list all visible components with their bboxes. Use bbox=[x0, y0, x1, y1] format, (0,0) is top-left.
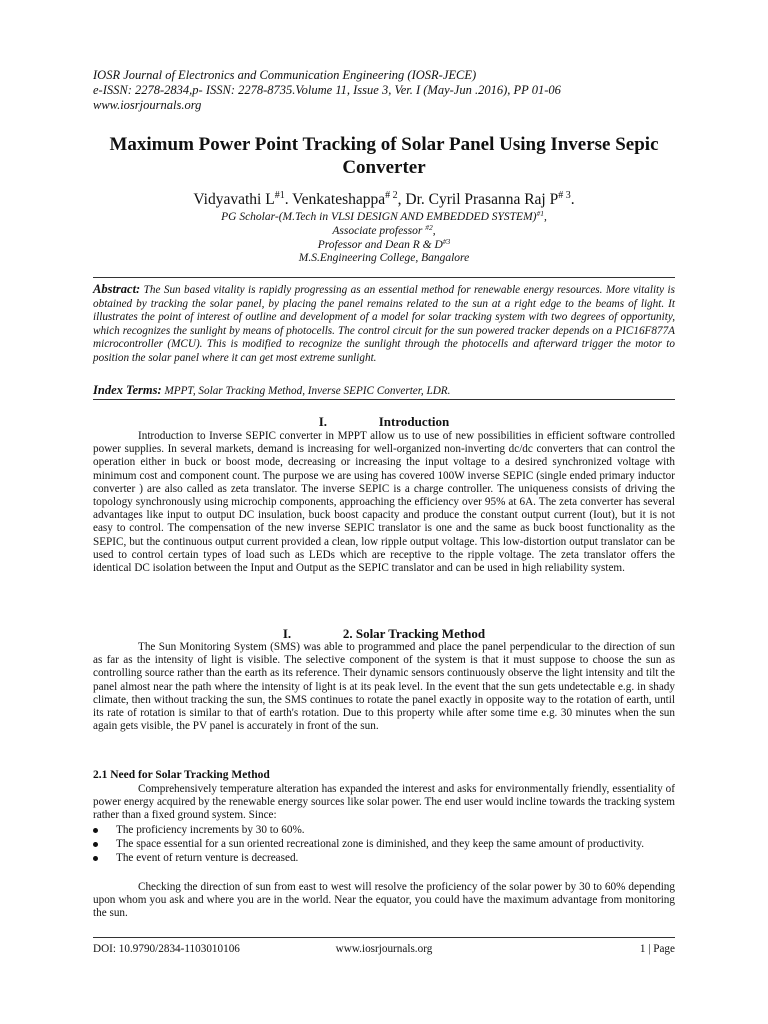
affiliation-line: PG Scholar-(M.Tech in VLSI DESIGN AND EMBEDDED SYSTEM)$^{\#1}$, bbox=[221, 209, 547, 223]
author-sep: . bbox=[284, 191, 293, 208]
footer-rule bbox=[93, 937, 675, 938]
author-name: Vidyavathi L bbox=[193, 191, 275, 208]
author-sup: #1 bbox=[274, 190, 285, 201]
solar-tracking-paragraph: The Sun Monitoring System (SMS) was able to programmed and place the panel perpendicular to the direction of sun as far as the intensity of light is visible. The selective component of the system is that it must suppose to choose the sun as controlling source rather than the earth as its reference. Their dynamic sensors continuously observe the light intensity and tilt the panel almost near the path where the intensity of light is at its peak level. In the event that the sun gets undetectable e.g. in shady climate, then without tracking the sun, the SMS continues to rotate the panel exactly in opposite way to the rotation of earth, until its rate of rotation is similar to that of earth's rotation. Due to this property while after some time e.g. 30 minutes when the sun again gets visible, the PV panel is accurately in front of the sun. bbox=[93, 641, 675, 733]
abstract-bottom-rule bbox=[93, 399, 675, 400]
closing-paragraph: Checking the direction of sun from east to west will resolve the proficiency of the solar power by 30 to 60% depending upon whom you ask and where you are in the world. Near the equator, you could have the maximum advantage from monitoring the sun. bbox=[93, 881, 675, 920]
introduction-paragraph: Introduction to Inverse SEPIC converter in MPPT allow us to use of new possibilities in efficient software controlled power supplies. In several markets, demand is increasing for well-organized non-inverting dc/dc converters that can control the operation either in buck or boost mode, decreasing or increasing the input voltage to a desired synchronized voltage with minimum cost and component count. The purpose we are using has covered 100W inverse SEPIC (single ended primary inductor converter ) are also called as zeta translator. The inverse SEPIC is a charge controller. The uniqueness consists of driving the topology synchronously using microchip components, approaching the efficiency over 95% at 6A. The zeta converter has several advantages like input to output DC insulation, buck boost capacity and produce the constant output current (Iout), but it is not easy to control. The compensation of the new inverse SEPIC translator is one and the same as buck boost functionality as the SEPIC, but the continuous output current provided a clean, low ripple output voltage. This low-distortion output translator can be used to control certain types of load such as LEDs which are receptive to the ripple voltage. The zeta translator offers the identical DC isolation between the Input and Output as the SEPIC translator and can be used in high reliability system. bbox=[93, 430, 675, 575]
section-heading-introduction: I. Introduction bbox=[318, 414, 450, 429]
abstract-text: The Sun based vitality is rapidly progressing as an essential method for renewable energy resources. More vitality is obtained by tracking the solar panel, by placing the panel remains related to the sun at a right edge to the beams of light. It illustrates the point of interest of outline and development of a model for solar tracking system with two degrees of opportunity, which recognizes the sunlight by means of photocells. The control circuit for the sun powered tracker depends on a PIC16F877A microcontroller (MCU). This is modified to recognize the sunlight through the photocells and afterward trigger the motor to position the solar panel where it can get most extreme sunlight. bbox=[93, 284, 676, 364]
bullet-list bbox=[93, 824, 675, 867]
abstract-label: Abstract: bbox=[93, 282, 141, 296]
author-sep: . bbox=[570, 191, 575, 208]
abstract-top-rule bbox=[93, 277, 675, 278]
list-item: The event of return venture is decreased. bbox=[93, 852, 675, 865]
paper-title: Maximum Power Point Tracking of Solar Panel Using Inverse Sepic Converter bbox=[109, 134, 659, 178]
affiliation-line: Associate professor $^{\#2}$, bbox=[332, 222, 436, 237]
index-terms-text: MPPT, Solar Tracking Method, Inverse SEPIC Converter, LDR. bbox=[164, 385, 451, 397]
list-item: The space essential for a sun oriented recreational zone is diminished, and they keep the same amount of productivity. bbox=[93, 838, 675, 851]
index-terms bbox=[93, 383, 675, 398]
author-sep: , bbox=[397, 191, 406, 208]
footer-doi: DOI: 10.9790/2834-1103010106 bbox=[93, 943, 240, 955]
subsection-heading: 2.1 Need for Solar Tracking Method bbox=[93, 769, 270, 781]
list-item: The proficiency increments by 30 to 60%. bbox=[93, 824, 675, 837]
abstract bbox=[93, 283, 675, 366]
author-sup: # 2 bbox=[385, 190, 398, 201]
author-list bbox=[80, 190, 688, 210]
journal-issn: e-ISSN: 2278-2834,p- ISSN: 2278-8735.Volume 11, Issue 3, Ver. I (May-Jun .2016), PP 01-06 bbox=[93, 83, 561, 97]
author-sup: # 3 bbox=[558, 190, 571, 201]
affiliations bbox=[80, 211, 688, 266]
section-heading-solar-tracking: I. 2. Solar Tracking Method bbox=[282, 626, 486, 641]
journal-header bbox=[93, 68, 693, 113]
bullet-icon bbox=[93, 828, 98, 833]
affiliation-line: Professor and Dean R & $D^{\#3}$ bbox=[317, 236, 451, 251]
bullet-icon bbox=[93, 856, 98, 861]
affiliation-line: M.S.Engineering College, Bangalore bbox=[298, 252, 470, 265]
author-name: Dr. Cyril Prasanna Raj P bbox=[405, 191, 559, 208]
journal-website[interactable]: www.iosrjournals.org bbox=[93, 98, 202, 112]
subsection-paragraph: Comprehensively temperature alteration has expanded the interest and asks for environmentally friendly, essentiality of power energy acquired by the renewable energy sources like solar power. The end user would incline towards the tracking system rather than a fixed ground system. Since: bbox=[93, 783, 675, 822]
bullet-icon bbox=[93, 842, 98, 847]
index-terms-label: Index Terms: bbox=[93, 383, 162, 397]
journal-name: IOSR Journal of Electronics and Communication Engineering (IOSR-JECE) bbox=[93, 68, 477, 82]
footer-website[interactable]: www.iosrjournals.org bbox=[335, 943, 433, 955]
footer-page-number: 1 | Page bbox=[639, 943, 675, 955]
author-name: Venkateshappa bbox=[292, 191, 386, 208]
